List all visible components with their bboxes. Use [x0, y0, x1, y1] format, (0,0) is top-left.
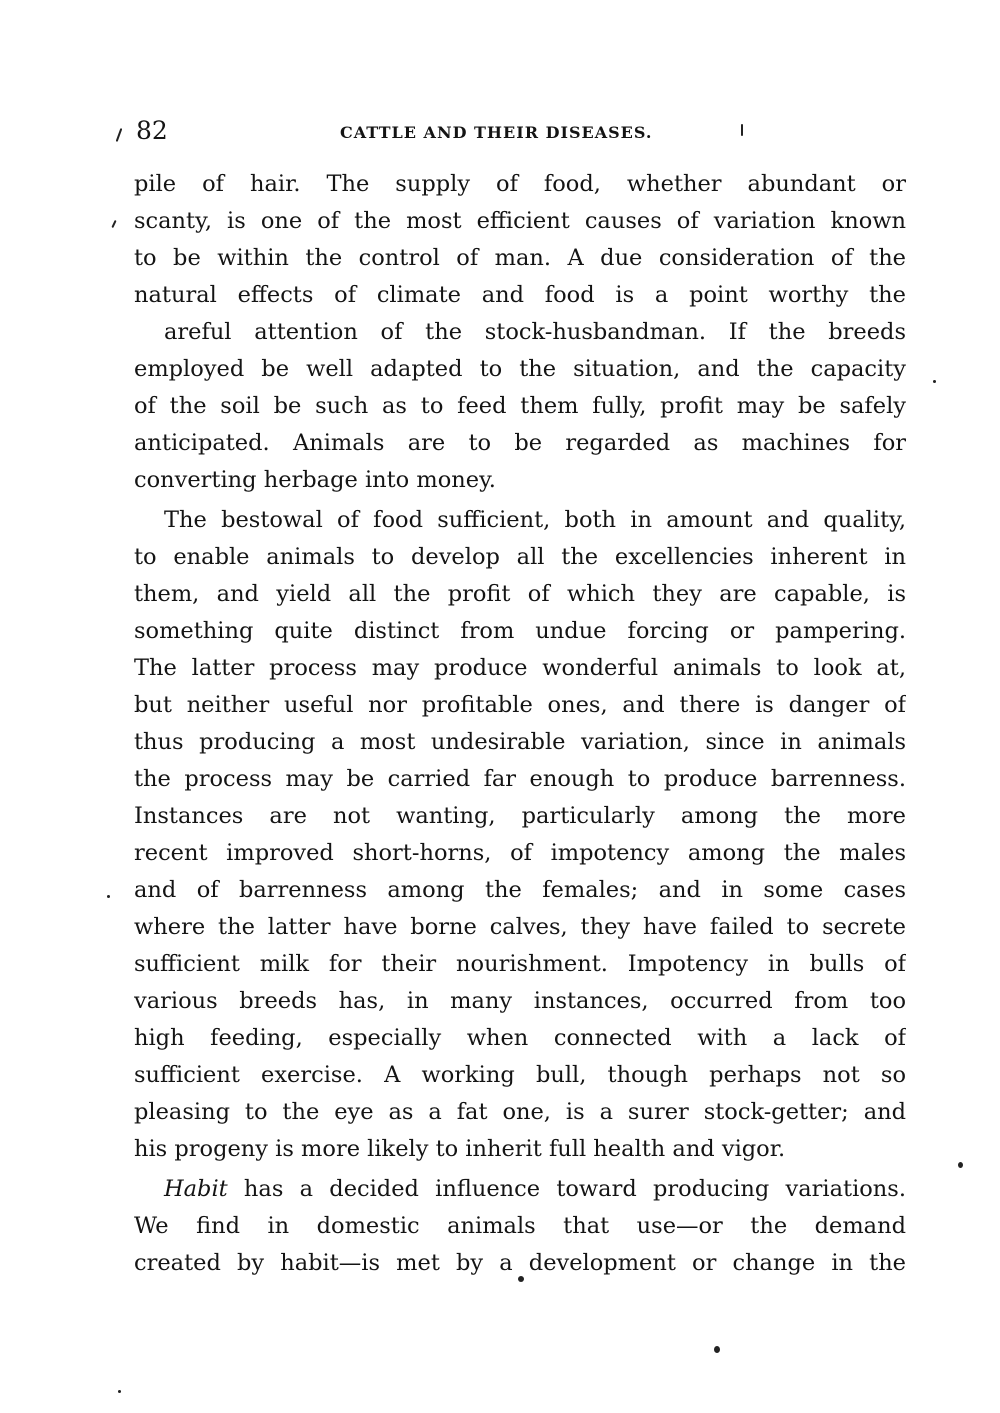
- scan-speck: [118, 1390, 121, 1393]
- paragraph-2: [134, 502, 906, 1168]
- paragraph-1: [134, 166, 906, 499]
- scan-speck: [116, 128, 123, 142]
- running-title: CATTLE AND THEIR DISEASES.: [340, 123, 653, 142]
- text-line: The latter process may produce wonderful animals to look at,: [134, 655, 906, 681]
- page-header: [136, 116, 911, 148]
- paragraph-3: [134, 1171, 906, 1282]
- text-line: pile of hair. The supply of food, whether abundant or: [134, 171, 906, 197]
- text-line: his progeny is more likely to inherit full health and vigor.: [134, 1136, 786, 1162]
- text-line: recent improved short-horns, of impotency among the males: [134, 840, 906, 866]
- text-line: sufficient milk for their nourishment. Impotency in bulls of: [134, 951, 906, 977]
- text-line: them, and yield all the profit of which they are capable, is: [134, 581, 906, 607]
- text-line: and of barrenness among the females; and in some cases: [134, 877, 906, 903]
- text-line: [134, 1171, 906, 1208]
- text-line: the process may be carried far enough to produce barrenness.: [134, 766, 906, 792]
- text-line: to enable animals to develop all the excellencies inherent in: [134, 544, 906, 570]
- text-line: of the soil be such as to feed them fully, profit may be safely: [134, 393, 906, 419]
- text-line: Instances are not wanting, particularly among the more: [134, 803, 906, 829]
- text-line: employed be well adapted to the situation, and the capacity: [134, 356, 906, 382]
- text-line: to be within the control of man. A due consideration of the: [134, 245, 906, 271]
- text-line: something quite distinct from undue forcing or pampering.: [134, 618, 906, 644]
- text-line: anticipated. Animals are to be regarded as machines for: [134, 430, 906, 456]
- text-line: The bestowal of food sufficient, both in amount and quality,: [164, 507, 906, 533]
- scan-speck: [714, 1346, 720, 1353]
- text-line: scanty, is one of the most efficient causes of variation known: [134, 208, 906, 234]
- page-number: 82: [136, 116, 168, 145]
- text-line: areful attention of the stock-husbandman. If the breeds: [164, 319, 906, 345]
- text-line: but neither useful nor profitable ones, and there is danger of: [134, 692, 906, 718]
- text-line: thus producing a most undesirable variation, since in animals: [134, 729, 906, 755]
- scan-speck: [958, 1162, 963, 1168]
- scan-speck: [933, 380, 936, 383]
- italic-word: Habit: [164, 1176, 228, 1202]
- text-line: where the latter have borne calves, they have failed to secrete: [134, 914, 906, 940]
- text-line: sufficient exercise. A working bull, though perhaps not so: [134, 1062, 906, 1088]
- scan-speck: [518, 1276, 524, 1282]
- text-line: created by habit—is met by a development or change in the: [134, 1250, 906, 1276]
- text-line: high feeding, especially when connected with a lack of: [134, 1025, 906, 1051]
- body-text: [134, 166, 906, 1285]
- text-run: has a decided influence toward producing variations.: [227, 1176, 906, 1202]
- text-line: We find in domestic animals that use—or the demand: [134, 1213, 906, 1239]
- text-line: natural effects of climate and food is a point worthy the: [134, 282, 906, 308]
- scan-speck: [111, 220, 116, 228]
- text-line: converting herbage into money.: [134, 467, 496, 493]
- scan-speck: [741, 124, 743, 136]
- text-line: pleasing to the eye as a fat one, is a surer stock-getter; and: [134, 1099, 906, 1125]
- text-line: various breeds has, in many instances, occurred from too: [134, 988, 906, 1014]
- scan-speck: [107, 895, 110, 898]
